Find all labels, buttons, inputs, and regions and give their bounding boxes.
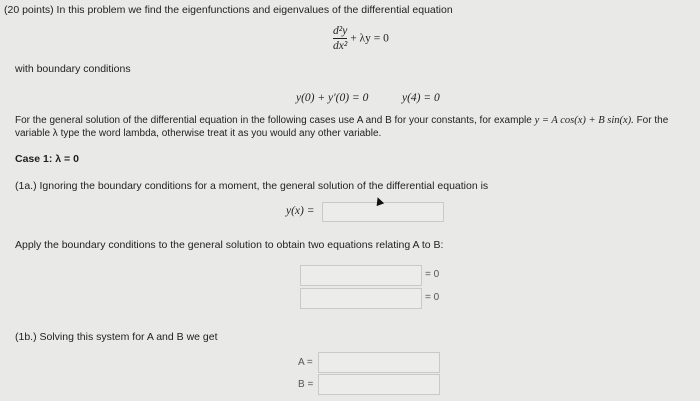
bc-equation-1-rhs: = 0 [425,269,440,280]
fraction-bar [333,38,347,39]
bc-equation-1-input[interactable] [300,265,422,286]
second-derivative-fraction [333,25,347,52]
instructions-text-a: For the general solution of the differential equation in the following cases use A and B for your constants, for example [15,115,535,126]
problem-header [4,4,453,17]
instructions-example: y = A cos(x) + B sin(x). [534,115,634,126]
equation-rest: + λy = 0 [350,32,389,45]
instructions-text-b: For the [633,115,669,126]
yx-answer-input[interactable] [322,202,444,222]
question-1a: (1a.) Ignoring the boundary conditions for a moment, the general solution of the differential equation is [15,180,489,192]
a-answer-input[interactable] [318,352,440,373]
mouse-cursor-icon [374,196,384,206]
differential-equation [333,25,389,52]
problem-intro: In this problem we find the eigenfunctions and eigenvalues of the differential equation [56,4,453,16]
case1-title: Case 1: λ = 0 [15,153,79,165]
boundary-condition-1: y(0) + y′(0) = 0 [296,92,369,104]
bc-equation-2-input[interactable] [300,288,422,309]
b-answer-input[interactable] [318,374,440,395]
boundary-condition-2: y(4) = 0 [402,92,440,104]
yx-label: y(x) = [286,205,315,217]
apply-bc-text: Apply the boundary conditions to the general solution to obtain two equations relating A to B: [15,239,444,251]
fraction-denominator: dx² [333,40,348,52]
fraction-numerator: d²y [333,25,348,37]
bc-equation-2-rhs: = 0 [425,292,440,303]
bc-label: with boundary conditions [15,63,131,75]
question-1b: (1b.) Solving this system for A and B we get [15,331,218,343]
instructions-line-1 [15,114,668,127]
instructions-line-2: variable λ type the word lambda, otherwise treat it as you would any other variable. [15,128,382,139]
a-label: A = [298,357,313,368]
b-label: B = [298,379,314,390]
points-label: (20 points) [4,4,54,16]
